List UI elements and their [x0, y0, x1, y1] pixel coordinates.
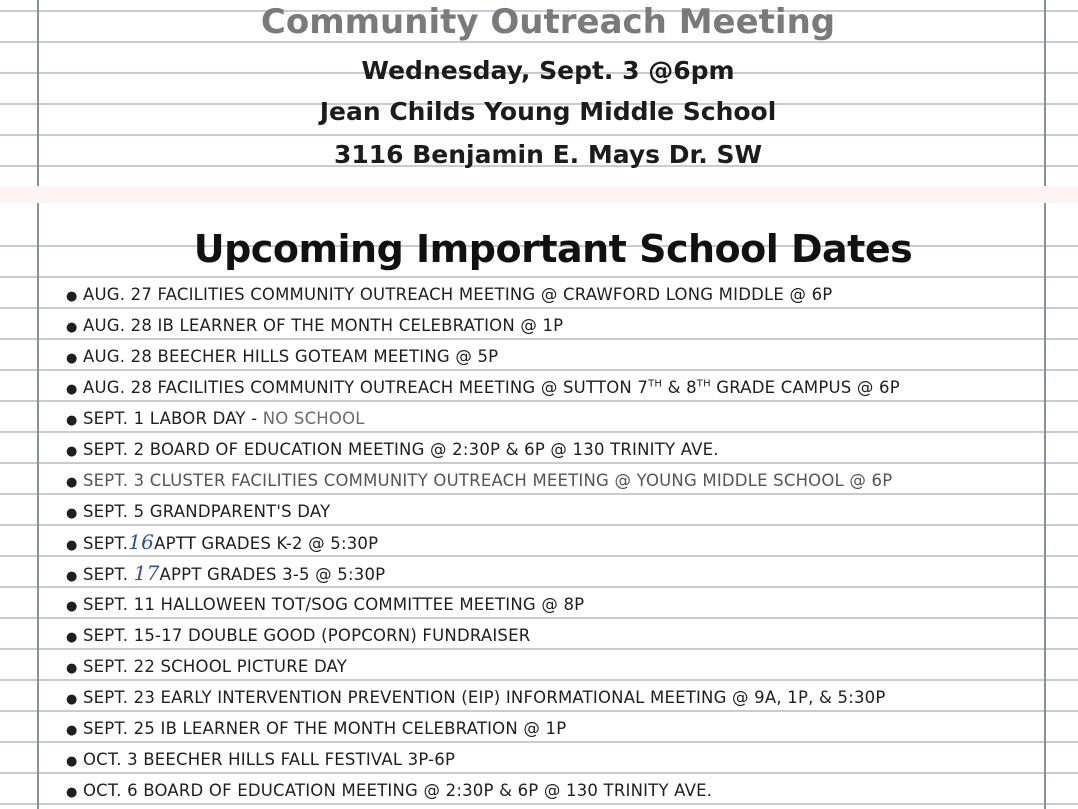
ordinal-suffix: TH: [696, 378, 711, 390]
list-item: [66, 372, 900, 403]
bullet-icon: ●: [66, 785, 78, 800]
item-text: AUG. 28 IB LEARNER OF THE MONTH CELEBRATION @ 1P: [83, 316, 564, 335]
list-item: [66, 279, 900, 310]
item-text: SEPT. 2 BOARD OF EDUCATION MEETING @ 2:30P & 6P @ 130 TRINITY AVE.: [83, 440, 719, 459]
bullet-icon: ●: [66, 754, 78, 769]
item-text: SEPT. 1 LABOR DAY -: [83, 409, 263, 428]
item-text: & 8: [662, 378, 697, 397]
bullet-icon: ●: [66, 475, 78, 490]
list-item: [66, 341, 900, 372]
list-item: [66, 496, 900, 527]
bullet-icon: ●: [66, 351, 78, 366]
list-item: [66, 465, 900, 496]
bullet-icon: ●: [66, 599, 78, 614]
item-text: SEPT.: [83, 534, 129, 553]
meeting-title: Community Outreach Meeting: [260, 2, 836, 42]
list-item: [66, 713, 900, 744]
item-text: SEPT. 25 IB LEARNER OF THE MONTH CELEBRATION @ 1P: [83, 719, 567, 738]
item-text: SEPT. 5 GRANDPARENT'S DAY: [83, 502, 331, 521]
item-text: APPT GRADES 3-5 @ 5:30P: [159, 565, 386, 584]
item-text: OCT. 6 BOARD OF EDUCATION MEETING @ 2:30P & 6P @ 130 TRINITY AVE.: [83, 781, 713, 800]
dates-heading: Upcoming Important School Dates: [193, 227, 913, 271]
bullet-icon: ●: [66, 289, 78, 304]
meeting-address: 3116 Benjamin E. Mays Dr. SW: [333, 140, 763, 169]
item-text: GRADE CAMPUS @ 6P: [710, 378, 900, 397]
list-item: [66, 775, 900, 806]
list-item: [66, 620, 900, 651]
list-item: [66, 434, 900, 465]
meeting-school: Jean Childs Young Middle School: [319, 97, 777, 126]
list-item: [66, 403, 900, 434]
item-text: SEPT. 11 HALLOWEEN TOT/SOG COMMITTEE MEETING @ 8P: [83, 595, 585, 614]
item-text: AUG. 28 FACILITIES COMMUNITY OUTREACH MEETING @ SUTTON 7: [83, 378, 649, 397]
item-text-muted: NO SCHOOL: [262, 409, 365, 428]
bullet-icon: ●: [66, 630, 78, 645]
list-item: [66, 589, 900, 620]
list-item: [66, 744, 900, 775]
item-text: SEPT.: [83, 565, 134, 584]
item-text: SEPT. 15-17 DOUBLE GOOD (POPCORN) FUNDRAISER: [83, 626, 531, 645]
handwritten-date: 17: [133, 561, 160, 585]
bullet-icon: ●: [66, 413, 78, 428]
school-dates-sheet: [0, 203, 1078, 809]
bullet-icon: ●: [66, 382, 78, 397]
bullet-icon: ●: [66, 692, 78, 707]
bullet-icon: ●: [66, 569, 78, 584]
ordinal-suffix: TH: [648, 378, 663, 390]
bullet-icon: ●: [66, 444, 78, 459]
list-item: [66, 310, 900, 341]
handwritten-date: 16: [128, 530, 155, 554]
bullet-icon: ●: [66, 723, 78, 738]
bullet-icon: ●: [66, 661, 78, 676]
dates-list: [66, 279, 900, 806]
bullet-icon: ●: [66, 538, 78, 553]
item-text: APTT GRADES K-2 @ 5:30P: [154, 534, 379, 553]
item-text: AUG. 28 BEECHER HILLS GOTEAM MEETING @ 5P: [83, 347, 499, 366]
list-item: [66, 558, 900, 589]
item-text: OCT. 3 BEECHER HILLS FALL FESTIVAL 3P-6P: [83, 750, 456, 769]
list-item: [66, 651, 900, 682]
item-text: AUG. 27 FACILITIES COMMUNITY OUTREACH MEETING @ CRAWFORD LONG MIDDLE @ 6P: [83, 285, 833, 304]
bullet-icon: ●: [66, 320, 78, 335]
meeting-date-time: Wednesday, Sept. 3 @6pm: [361, 56, 735, 85]
list-item: [66, 527, 900, 558]
item-text: SEPT. 23 EARLY INTERVENTION PREVENTION (EIP) INFORMATIONAL MEETING @ 9A, 1P, & 5:30P: [83, 688, 886, 707]
meeting-notice: [0, 0, 1078, 186]
item-text: SEPT. 3 CLUSTER FACILITIES COMMUNITY OUTREACH MEETING @ YOUNG MIDDLE SCHOOL @ 6P: [83, 471, 893, 490]
item-text: SEPT. 22 SCHOOL PICTURE DAY: [83, 657, 348, 676]
bullet-icon: ●: [66, 506, 78, 521]
list-item: [66, 682, 900, 713]
